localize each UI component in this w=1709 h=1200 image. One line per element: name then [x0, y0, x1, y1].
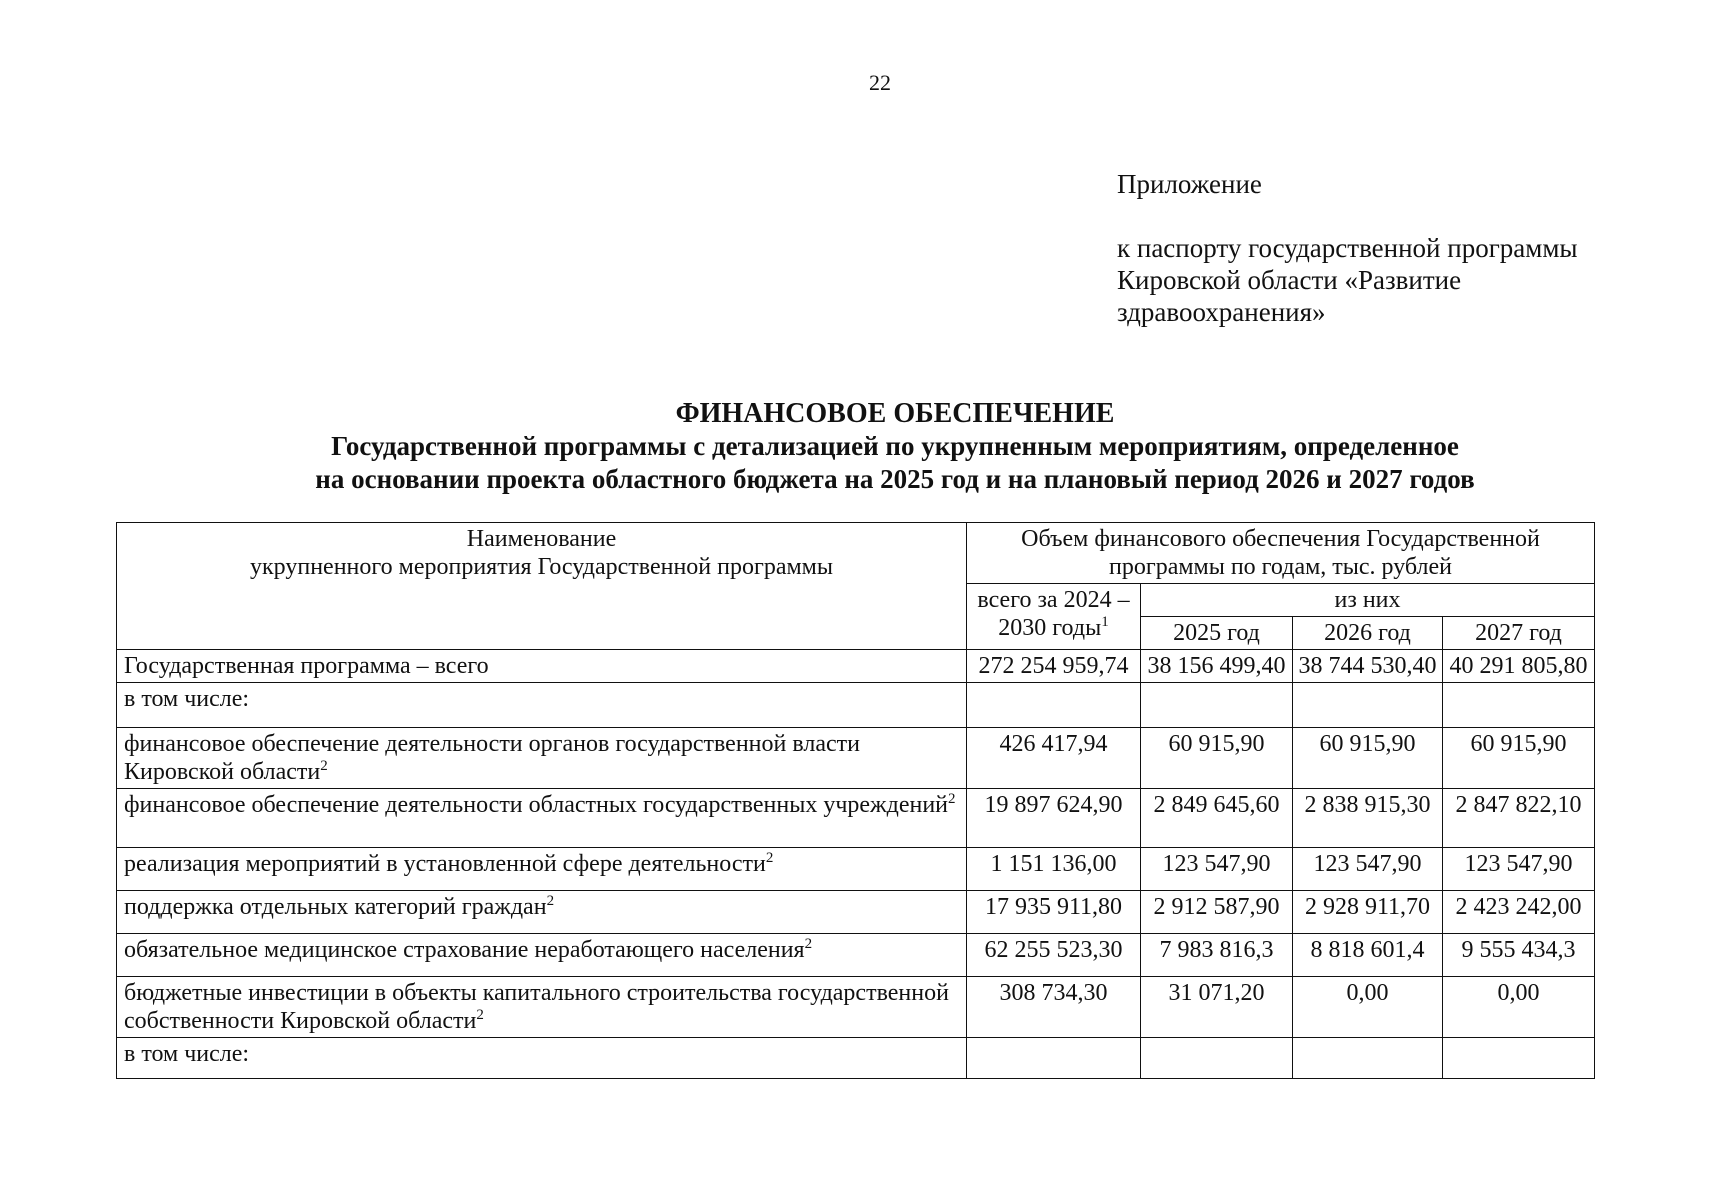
row-2025-value: 7 983 816,3 [1141, 934, 1293, 977]
row-2027-value: 0,00 [1443, 977, 1595, 1038]
row-2027-value: 2 423 242,00 [1443, 891, 1595, 934]
table-row [117, 683, 1595, 728]
row-name: бюджетные инвестиции в объекты капитального строительства государственной собственности Кировской области [124, 980, 949, 1034]
row-2027-value [1443, 683, 1595, 728]
appendix-text [1117, 232, 1578, 328]
row-name: в том числе: [117, 1038, 967, 1079]
row-2026-value: 60 915,90 [1293, 728, 1443, 789]
row-2026-value [1293, 1038, 1443, 1079]
row-2027-value [1443, 1038, 1595, 1079]
footnote-mark: 2 [765, 850, 774, 866]
appendix-title: Приложение [1117, 169, 1262, 199]
footnote-mark: 2 [320, 758, 328, 774]
row-2025-value [1141, 1038, 1293, 1079]
header-total-line1: всего за 2024 – [977, 587, 1130, 613]
document-title [0, 397, 1709, 496]
row-name: реализация мероприятий в установленной сфере деятельности [124, 851, 766, 877]
header-year-2025: 2025 год [1141, 617, 1293, 650]
row-name-cell [117, 728, 967, 789]
header-name-line2: укрупненного мероприятия Государственной программы [250, 554, 833, 580]
header-year-2026: 2026 год [1293, 617, 1443, 650]
row-total-value: 272 254 959,74 [967, 650, 1141, 683]
title-line: на основании проекта областного бюджета на 2025 год и на плановый период 2026 и 2027 годов [315, 464, 1475, 494]
row-name-cell [117, 789, 967, 848]
row-2025-value [1141, 683, 1293, 728]
row-name: финансовое обеспечение деятельности областных государственных учреждений [124, 792, 949, 818]
header-volume-line1: Объем финансового обеспечения Государственной [1021, 526, 1540, 552]
title-main: ФИНАНСОВОЕ ОБЕСПЕЧЕНИЕ [675, 398, 1115, 429]
row-name: в том числе: [117, 683, 967, 728]
header-volume-line2: программы по годам, тыс. рублей [1109, 554, 1453, 580]
table-row [117, 1038, 1595, 1079]
financing-table [116, 522, 1595, 1079]
row-total-value: 308 734,30 [967, 977, 1141, 1038]
row-2025-value: 31 071,20 [1141, 977, 1293, 1038]
row-name: Государственная программа – всего [117, 650, 967, 683]
row-2027-value: 60 915,90 [1443, 728, 1595, 789]
row-2025-value: 2 849 645,60 [1141, 789, 1293, 848]
row-name: финансовое обеспечение деятельности органов государственной власти Кировской области [124, 731, 860, 785]
row-2027-value: 123 547,90 [1443, 848, 1595, 891]
row-2025-value: 2 912 587,90 [1141, 891, 1293, 934]
appendix-line: Кировской области «Развитие [1117, 265, 1462, 295]
appendix-line: здравоохранения» [1117, 297, 1326, 327]
row-name-cell [117, 934, 967, 977]
table-row [117, 789, 1595, 848]
row-total-value: 1 151 136,00 [967, 848, 1141, 891]
row-2026-value: 8 818 601,4 [1293, 934, 1443, 977]
footnote-mark: 1 [1101, 614, 1109, 630]
header-year-2027: 2027 год [1443, 617, 1595, 650]
title-line: Государственной программы с детализацией по укрупненным мероприятиям, определенное [331, 431, 1459, 461]
header-volume-cell [967, 523, 1595, 584]
header-total-line2: 2030 годы [998, 615, 1102, 641]
footnote-mark: 2 [804, 936, 813, 952]
row-2026-value: 2 838 915,30 [1293, 789, 1443, 848]
row-2026-value: 123 547,90 [1293, 848, 1443, 891]
row-total-value: 62 255 523,30 [967, 934, 1141, 977]
table-row [117, 891, 1595, 934]
row-total-value: 426 417,94 [967, 728, 1141, 789]
page-number: 22 [869, 70, 891, 95]
header-of-them-cell: из них [1141, 584, 1595, 617]
row-name: обязательное медицинское страхование неработающего населения [124, 937, 805, 963]
row-2026-value: 38 744 530,40 [1293, 650, 1443, 683]
row-2027-value: 9 555 434,3 [1443, 934, 1595, 977]
row-2026-value: 2 928 911,70 [1293, 891, 1443, 934]
row-name-cell [117, 977, 967, 1038]
row-2026-value: 0,00 [1293, 977, 1443, 1038]
table-row [117, 934, 1595, 977]
row-name-cell [117, 891, 967, 934]
row-2027-value: 2 847 822,10 [1443, 789, 1595, 848]
header-name-cell [117, 523, 967, 650]
appendix-line: к паспорту государственной программы [1117, 233, 1578, 263]
table-row [117, 977, 1595, 1038]
row-2025-value: 123 547,90 [1141, 848, 1293, 891]
row-2025-value: 60 915,90 [1141, 728, 1293, 789]
table-row [117, 728, 1595, 789]
row-total-value: 19 897 624,90 [967, 789, 1141, 848]
footnote-mark: 2 [948, 791, 956, 807]
row-name-cell [117, 848, 967, 891]
row-total-value [967, 1038, 1141, 1079]
row-total-value [967, 683, 1141, 728]
header-name-line1: Наименование [466, 526, 617, 552]
row-2025-value: 38 156 499,40 [1141, 650, 1293, 683]
header-total-cell [967, 584, 1141, 650]
footnote-mark: 2 [476, 1007, 484, 1023]
appendix-block [1117, 168, 1578, 328]
row-name: поддержка отдельных категорий граждан [124, 894, 547, 920]
table-row [117, 650, 1595, 683]
table-row [117, 848, 1595, 891]
row-2026-value [1293, 683, 1443, 728]
footnote-mark: 2 [546, 893, 555, 909]
row-total-value: 17 935 911,80 [967, 891, 1141, 934]
row-2027-value: 40 291 805,80 [1443, 650, 1595, 683]
